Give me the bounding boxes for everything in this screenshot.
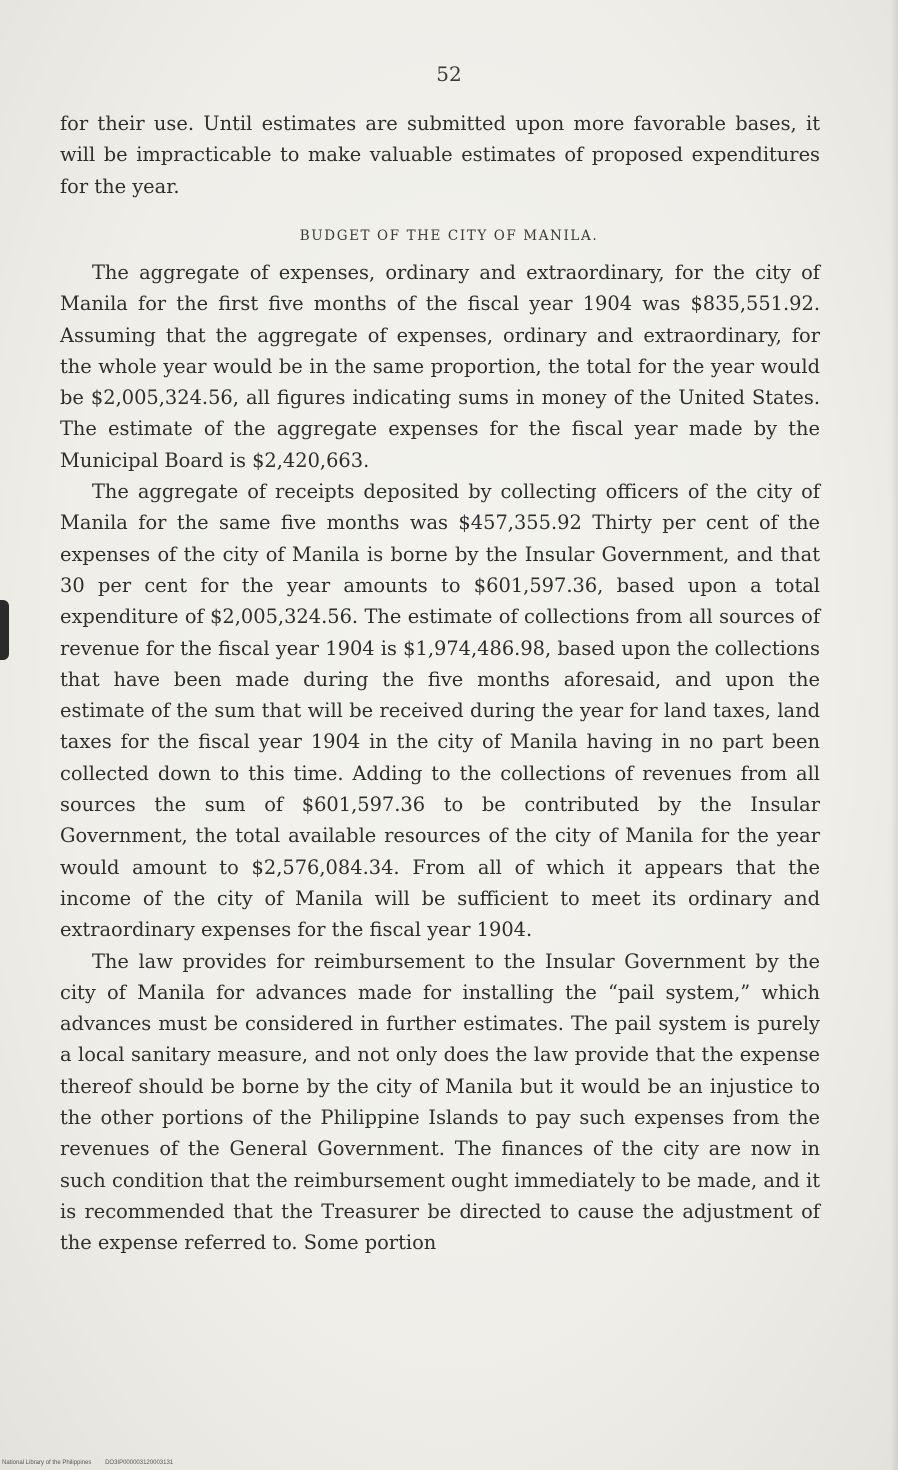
paragraph-expenses: The aggregate of expenses, ordinary and extraordinary, for the city of Manila for the first five months of the fiscal year 1904 was $835,551.92. Assuming that the aggregate of expenses, ordinary and extraordinary, for the whole year would be in the same proportion, the total for the year would be $2,005,324.56, all figures indicating sums in money of the United States. The estimate of the aggregate expenses for the fiscal year made by the Municipal Board is $2,420,663. — [60, 261, 820, 472]
intro-block — [60, 108, 820, 202]
intro-paragraph: for their use. Until estimates are submitted upon more favorable bases, it will be impracticable to make valuable estimates of proposed expenditures for the year. — [60, 112, 820, 198]
paragraph-reimbursement: The law provides for reimbursement to the Insular Government by the city of Manila for advances made for installing the “pail system,” which advances must be considered in further estimates. The pail system is purely a local sanitary measure, and not only does the law provide that the expense thereof should be borne by the city of Manila but it would be an injustice to the other portions of the Philippine Islands to pay such expenses from the revenues of the General Government. The finances of the city are now in such condition that the reimbursement ought immediately to be made, and it is recommended that the Treasurer be directed to cause the adjustment of the expense referred to. Some portion — [60, 949, 820, 1255]
section-heading: BUDGET OF THE CITY OF MANILA. — [299, 228, 599, 244]
footer-code: DO3IP000003120003131 — [105, 1460, 174, 1466]
footer-library: National Library of the Philippines — [2, 1460, 92, 1466]
paragraph-receipts: The aggregate of receipts deposited by collecting officers of the city of Manila for the same five months was $457,355.92 Thirty per cent of the expenses of the city of Manila is borne by the Insular Government, and that 30 per cent for the year amounts to $601,597.36, based upon a total expenditure of $2,005,324.56. The estimate of collections from all sources of revenue for the fiscal year 1904 is $1,974,486.98, based upon the collections that have been made during the five months aforesaid, and upon the estimate of the sum that will be received during the year for land taxes, land taxes for the fiscal year 1904 in the city of Manila having in no part been collected down to this time. Adding to the collections of revenues from all sources the sum of $601,597.36 to be contributed by the Insular Government, the total available resources of the city of Manila for the year would amount to $2,576,084.34. From all of which it appears that the income of the city of Manila will be sufficient to meet its ordinary and extraordinary expenses for the fiscal year 1904. — [60, 480, 820, 942]
page-edge-shadow — [890, 0, 898, 1470]
scan-footer — [2, 1460, 173, 1466]
page-number: 52 — [436, 62, 462, 86]
scan-margin-mark — [0, 600, 9, 660]
body-block — [60, 257, 820, 1259]
